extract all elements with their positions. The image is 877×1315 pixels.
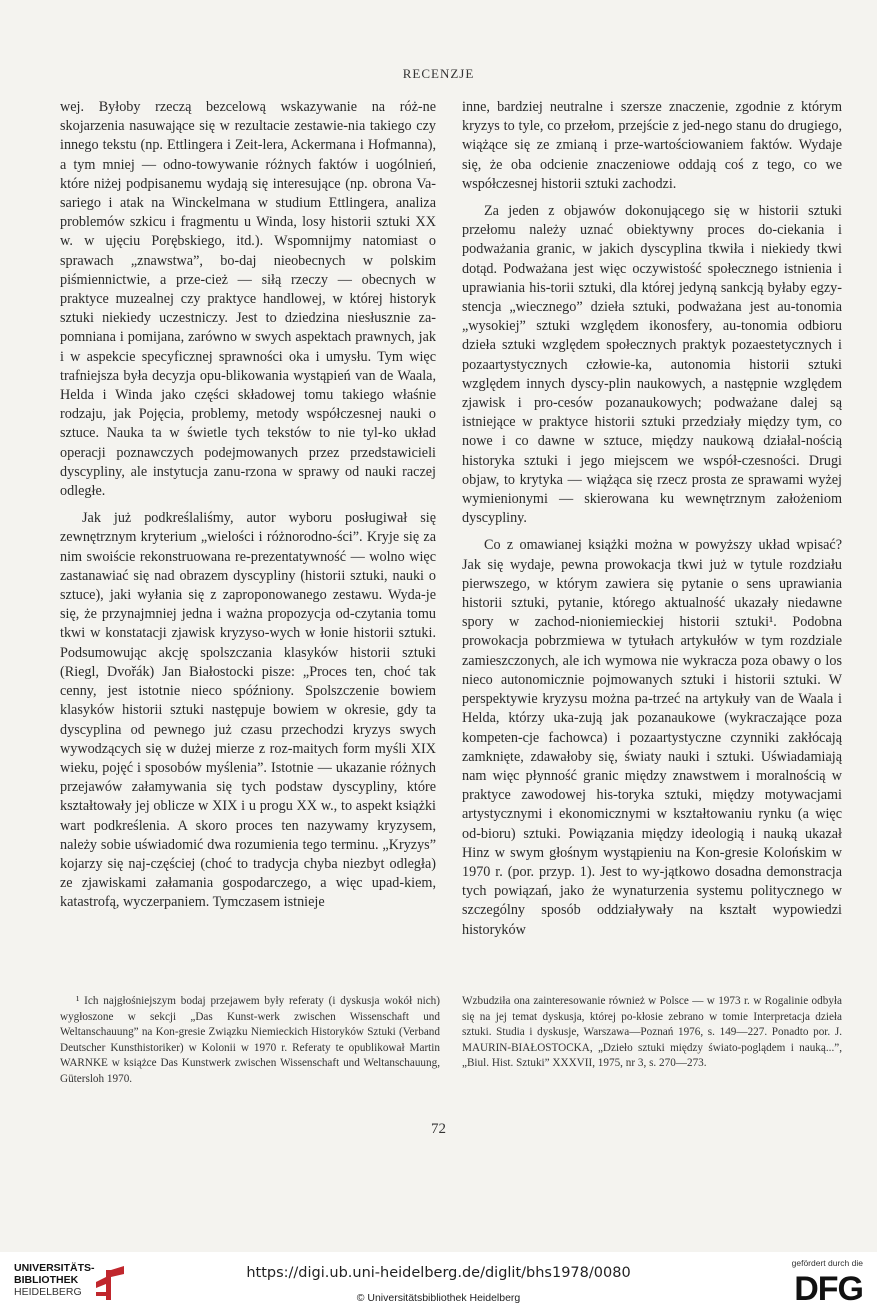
footnote-left bbox=[60, 994, 440, 1088]
library-name-line-3: HEIDELBERG bbox=[14, 1286, 82, 1298]
page-number: 72 bbox=[431, 1121, 446, 1137]
library-logo[interactable] bbox=[14, 1262, 214, 1306]
dfg-logo-icon: DFG bbox=[794, 1270, 863, 1308]
funder-logo[interactable] bbox=[759, 1258, 863, 1310]
right-paragraph-1: inne, bardziej neutralne i szersze znaczenie, zgodnie z którym kryzys to tyle, co przełom, przejście z jed-nego stanu do drugiego, wiążące się ze zmianą i prze-wartościowaniem faktów. Wydaje się, że oba odcienie znaczeniowe oddają coś z tego, co we współczesnej historii sztuki zachodzi. bbox=[462, 99, 842, 192]
right-paragraph-3: Co z omawianej książki można w powyższy układ wpisać? Jak się wydaje, pewna prowokacja tkwi już w tytule rozdziału pierwszego, w którym zawiera się pytanie o sens uprawiania historii sztuki, pytanie, którego aktualność ukazały niedawne spory w zachod-nioniemieckiej historii sztuki¹. Podobna prowokacja pobrzmiewa w tytułach artykułów w tym rozdziale zamieszczonych, ale ich wymowa nie wykracza poza obawy o los nieco autonomicznie pojmowanych sztuki i historii sztuki. W perspektywie kryzysu można pa-trzeć na artykuły van de Waala i Helda, którzy uka-zują jak pozanaukowe (wykraczające poza kompeten-cje fachowca) i pozaartystyczne czynniki zakłócają zamknięte, zdawałoby się, światy nauki i sztuki. Uświadamiają nam więc płynność granic między znawstwem i moralnością w praktyce zawodowej his-toryka sztuki, między motywacjami artystycznymi i ekonomicznymi w kształtowaniu rynku (a więc od-bioru) sztuki. Powiązania między ideologią i nauką ukazał Hinz w swym głośnym wystąpieniu na Kon-gresie Kolońskim w 1970 r. (por. przyp. 1). Jest to wy-jątkowo dosadna demonstracja tych powiązań, jako że wynaturzenia systemu politycznego w szczególny sposób oddziaływały na kształt wypowiedzi historyków bbox=[462, 537, 842, 938]
library-name bbox=[14, 1262, 95, 1298]
running-head: RECENZJE bbox=[402, 66, 475, 81]
viewer-footer bbox=[0, 1252, 877, 1315]
right-paragraph-2: Za jeden z objawów dokonującego się w historii sztuki przełomu należy uznać obiektywny proces do-ciekania i podważania granic, w jakich dyscyplina tkwiła i niekiedy tkwi dotąd. Podważana jest więc oczywistość społecznego istnienia i uprawiania his-torii sztuki, dla której jedyną sankcją byłaby egzy-stencja „wiecznego” dzieła sztuki, podważana jest au-tonomia „wysokiej” sztuki względem ikonosfery, au-tonomia odbioru dzieła sztuki względem społecznych praktyk pozaestetycznych i pozaartystycznych człowie-ka, autonomia historii sztuki względem innych dyscy-plin naukowych, a następnie względem zjawisk i pro-cesów pozanaukowych; podważane dalej są istniejące w praktyce historii sztuki przedziały między tym, co nowe i co dawne w sztuce, między naukową działal-nością historyka sztuki i jego miejscem we współ-czesności. Drugi objaw, to krytyka — wiążąca się rzecz prosta ze sprawami wyżej wymienionymi — skierowana ku wewnętrznym założeniom dyscypliny. bbox=[462, 203, 842, 527]
left-paragraph-2: Jak już podkreślaliśmy, autor wyboru posługiwał się zewnętrznym kryterium „wielości i różnorodno-ści”. Kryje się za nim swoiście rekonstruowana re-prezentatywność — wolno więc zastanawiać się nad obrazem dyscypliny (historii sztuki, nauki o sztuce), jaki wyłania się z zaproponowanego zestawu. Wyda-je się, że przynajmniej jedna i ważna propozycja od-czytania tomu tkwi w konstatacji zjawisk kryzyso-wych w łonie historii sztuki. Podsumowując akcję spolszczania klasyków historii sztuki (Riegl, Dvořák) Jan Białostocki pisze: „Proces ten, choć tak cenny, jest istotnie nieco spóźniony. Spolszczenie bowiem klasyków historii sztuki następuje bowiem w okresie, gdy ta dyscyplina od pewnego już czasu przechodzi kryzys swych wywodzących się w dużej mierze z roz-maitych form myśli XIX wieku, pojęć i sposobów myślenia”. Istotnie — ukazanie różnych przejawów załamywania się tych podstaw dyscypliny, które kształtowały jej oblicze w XIX i u progu XX w., to aspekt książki wart podkreślenia. A skoro proces ten nazywamy kryzysem, należy sobie uświadomić dwa rozumienia tego terminu. „Kryzys” kojarzy się naj-częściej (choć to tradycja chyba niezbyt odległa) ze zjawiskami załamania gospodarczego, a więc upad-kiem, katastrofą, wyczerpaniem. Tymczasem istnieje bbox=[60, 510, 436, 911]
footnote-1-continued: Wzbudziła ona zainteresowanie również w Polsce — w 1973 r. w Rogalinie odbyła się na jej temat dyskusja, której po-kłosie zebrano w tomie Interpretacja dzieła sztuki. Studia i dyskusje, Warszawa—Poznań 1976, s. 149—227. Ponadto por. J. MAURIN-BIAŁOSTOCKA, „Dzieło sztuki między świato-poglądem i nauką...”, „Biul. Hist. Sztuki” XXXVII, 1975, nr 3, s. 270—273. bbox=[462, 995, 842, 1070]
library-name-line-2: BIBLIOTHEK bbox=[14, 1274, 79, 1286]
library-emblem-icon bbox=[90, 1264, 130, 1304]
permalink-url[interactable]: https://digi.ub.uni-heidelberg.de/diglit/bhs1978/0080 bbox=[246, 1265, 631, 1281]
footnote-right bbox=[462, 994, 842, 1072]
copyright-notice: © Universitätsbibliothek Heidelberg bbox=[356, 1292, 521, 1304]
footnote-1-text: ¹ Ich najgłośniejszym bodaj przejawem były referaty (i dyskusja wokół nich) wygłoszone w sekcji „Das Kunst-werk zwischen Wissenschaft und Weltanschauung” na Kon-gresie Związku Niemieckich Historyków Sztuki (Verband Deutscher Kunsthistoriker) w Kolonii w 1970 r. Referaty te opublikował Martin WARNKE w książce Das Kunstwerk zwischen Wissenschaft und Weltanschauung, Gütersloh 1970. bbox=[60, 995, 440, 1085]
funder-caption: gefördert durch die bbox=[791, 1258, 863, 1268]
left-column bbox=[60, 98, 436, 978]
left-paragraph-1: wej. Byłoby rzeczą bezcelową wskazywanie na róż-ne skojarzenia nasuwające się w rezultacie zestawie-nia takiego czy innego tekstu (np. Ettlingera i Zeit-lera, Ackermana i Hofmanna), a tym mniej — odno-towywanie różnych faktów i uogólnień, które niżej podpisanemu wydają się interesujące (np. obrona Va-sariego i atak na Winckelmana w studium Ettlingera, analiza problemów szkicu i fragmentu u Winda, losy historii sztuki XX w. w ujęciu Porębskiego, itd.). Wspomnijmy natomiast o sprawach „znawstwa”, bo-daj nieobecnych w polskim piśmiennictwie, a prze-cież — siłą rzeczy — obecnych w praktyce muzealnej czy praktyce handlowej, w której historyk sztuki niekiedy uczestniczy. Jest to dziedzina niesłusznie za-pomniana i pomijana, zarówno w swych aspektach prawnych, jak i w aspekcie specyficznej sprawności oka i umysłu. Tym więc trafniejsza była decyzja opu-blikowania wystąpień van de Waala, Helda i Winda jako części składowej tomu takiego właśnie rodzaju, jak Pojęcia, problemy, metody współczesnej nauki o sztuce. Nauka ta w świetle tych tekstów to nie tyl-ko układ operacji poznawczych podejmowanych przez przedstawicieli dyscypliny, ale instytucja zanu-rzona w sprawy od nauki raczej odległe. bbox=[60, 99, 436, 500]
right-column bbox=[462, 98, 842, 978]
library-name-line-1: UNIVERSITÄTS- bbox=[14, 1262, 95, 1274]
